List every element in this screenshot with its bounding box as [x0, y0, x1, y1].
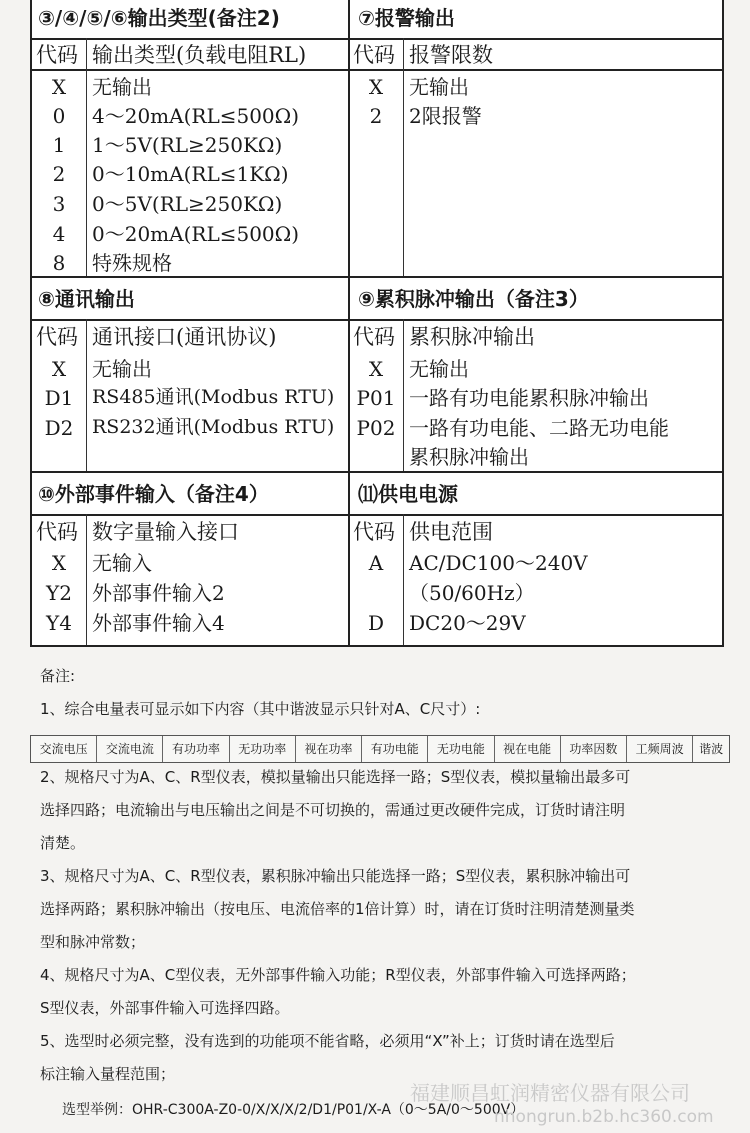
- display-item: 无功功率: [230, 736, 296, 762]
- selection-example: 选型举例：OHR-C300A-Z0-0/X/X/X/2/D1/P01/X-A（0～5A/0～500V）: [62, 1102, 525, 1118]
- row-code: Y2: [46, 581, 72, 605]
- row-code: A: [368, 551, 384, 575]
- display-item: 工频周波: [627, 736, 693, 762]
- note-2-line: 2、规格尺寸为A、C、R型仪表，模拟量输出只能选择一路；S型仪表，模拟量输出最多可: [40, 768, 631, 786]
- row-desc: （50/60Hz）: [409, 581, 535, 605]
- row-code: X: [368, 357, 384, 381]
- selection-table: [30, 0, 724, 647]
- display-item: 交流电压: [31, 736, 97, 762]
- row-code: X: [51, 75, 67, 99]
- row-code: 1: [52, 133, 66, 157]
- row-code: 0: [52, 104, 66, 128]
- row-code: P02: [356, 416, 396, 440]
- section-title-output-type: ③/④/⑤/⑥输出类型(备注2): [38, 6, 280, 30]
- display-item: 无功电能: [428, 736, 494, 762]
- divider: [403, 514, 404, 645]
- col-header-alarm-limits: 报警限数: [409, 43, 493, 67]
- section-title-event-input: ⑩外部事件输入（备注4）: [38, 482, 269, 506]
- row-desc: 0～10mA(RL≤1KΩ): [92, 162, 289, 186]
- col-header-code: 代码: [353, 325, 395, 349]
- display-item: 有功电能: [362, 736, 428, 762]
- row-desc: RS485通讯(Modbus RTU): [92, 386, 335, 408]
- row-code: Y4: [46, 611, 72, 635]
- col-header-comm-interface: 通讯接口(通讯协议): [92, 325, 277, 349]
- col-header-digital-input: 数字量输入接口: [92, 520, 239, 544]
- watermark-company: 福建顺昌虹润精密仪器有限公司: [410, 1081, 690, 1105]
- row-desc: 0～20mA(RL≤500Ω): [92, 222, 300, 246]
- row-desc: 特殊规格: [92, 251, 172, 275]
- row-desc: AC/DC100～240V: [409, 551, 588, 575]
- section-title-power-supply: ⑾供电电源: [358, 482, 458, 506]
- col-header-pulse-output: 累积脉冲输出: [409, 325, 535, 349]
- section-title-comm-output: ⑧通讯输出: [38, 287, 135, 311]
- row-desc: 无输出: [92, 357, 152, 381]
- divider: [32, 38, 722, 40]
- row-desc: 无输入: [92, 551, 152, 575]
- divider: [32, 276, 722, 278]
- note-4-line: S型仪表，外部事件输入可选择四路。: [40, 999, 290, 1017]
- col-header-code: 代码: [36, 325, 78, 349]
- row-code: 3: [52, 192, 66, 216]
- row-code: 8: [52, 251, 66, 275]
- note-4-line: 4、规格尺寸为A、C型仪表，无外部事件输入功能；R型仪表，外部事件输入可选择两路；: [40, 966, 636, 984]
- note-3-line: 型和脉冲常数；: [40, 933, 146, 951]
- watermark-url: nhongrun.b2b.hc360.com: [494, 1107, 714, 1127]
- row-desc: 外部事件输入4: [92, 611, 225, 635]
- row-desc: 外部事件输入2: [92, 581, 225, 605]
- notes-section: [0, 647, 750, 1133]
- display-item: 视在电能: [495, 736, 561, 762]
- display-item: 谐波: [699, 742, 724, 756]
- display-item: 功率因数: [561, 736, 627, 762]
- display-item: 交流电流: [97, 736, 163, 762]
- divider: [32, 69, 722, 71]
- notes-heading: 备注:: [40, 667, 76, 685]
- row-code: 2: [52, 162, 66, 186]
- col-header-code: 代码: [353, 43, 395, 67]
- row-desc: 4～20mA(RL≤500Ω): [92, 104, 300, 128]
- row-code: 4: [52, 222, 66, 246]
- row-code: 2: [369, 104, 383, 128]
- col-header-output-type: 输出类型(负载电阻RL): [92, 43, 307, 67]
- divider: [32, 514, 722, 516]
- row-desc: DC20～29V: [409, 611, 526, 635]
- row-code: D2: [44, 416, 74, 440]
- row-desc: 累积脉冲输出: [409, 445, 529, 469]
- row-code: D: [367, 611, 385, 635]
- col-header-code: 代码: [36, 520, 78, 544]
- col-header-code: 代码: [36, 43, 78, 67]
- display-items-table: [30, 735, 730, 763]
- row-desc: 无输出: [409, 357, 469, 381]
- row-desc: 1～5V(RL≥250KΩ): [92, 133, 283, 157]
- divider: [403, 38, 404, 276]
- note-3-line: 选择两路；累积脉冲输出（按电压、电流倍率的1倍计算）时，请在订货时注明清楚测量类: [40, 900, 635, 918]
- row-code: P01: [356, 386, 396, 410]
- row-desc: 0～5V(RL≥250KΩ): [92, 192, 283, 216]
- note-5-line: 5、选型时必须完整，没有选到的功能项不能省略，必须用“X”补上；订货时请在选型后: [40, 1032, 615, 1050]
- row-code: X: [51, 357, 67, 381]
- section-title-alarm-output: ⑦报警输出: [358, 6, 455, 30]
- note-2-line: 选择四路；电流输出与电压输出之间是不可切换的，需通过更改硬件完成，订货时请注明: [40, 801, 626, 819]
- row-code: X: [51, 551, 67, 575]
- divider: [32, 319, 722, 321]
- row-code: X: [368, 75, 384, 99]
- divider: [403, 319, 404, 471]
- note-5-line: 标注输入量程范围；: [40, 1065, 176, 1083]
- row-desc: 2限报警: [409, 104, 482, 128]
- row-desc: RS232通讯(Modbus RTU): [92, 416, 335, 438]
- row-desc: 一路有功电能累积脉冲输出: [409, 386, 649, 410]
- divider: [86, 514, 87, 645]
- section-title-pulse-output: ⑨累积脉冲输出（备注3）: [358, 287, 589, 311]
- note-1: 1、综合电量表可显示如下内容（其中谐波显示只针对A、C尺寸）:: [40, 700, 481, 718]
- divider: [86, 38, 87, 276]
- display-item: 有功功率: [163, 736, 229, 762]
- row-code: D1: [44, 386, 74, 410]
- row-desc: 无输出: [409, 75, 469, 99]
- note-3-line: 3、规格尺寸为A、C、R型仪表，累积脉冲输出只能选择一路；S型仪表，累积脉冲输出可: [40, 867, 631, 885]
- divider: [86, 319, 87, 471]
- row-desc: 一路有功电能、二路无功电能: [409, 416, 669, 440]
- row-desc: 无输出: [92, 75, 152, 99]
- col-header-supply-range: 供电范围: [409, 520, 493, 544]
- divider: [32, 471, 722, 473]
- note-2-line: 清楚。: [40, 834, 86, 852]
- col-header-code: 代码: [353, 520, 395, 544]
- display-item: 视在功率: [296, 736, 362, 762]
